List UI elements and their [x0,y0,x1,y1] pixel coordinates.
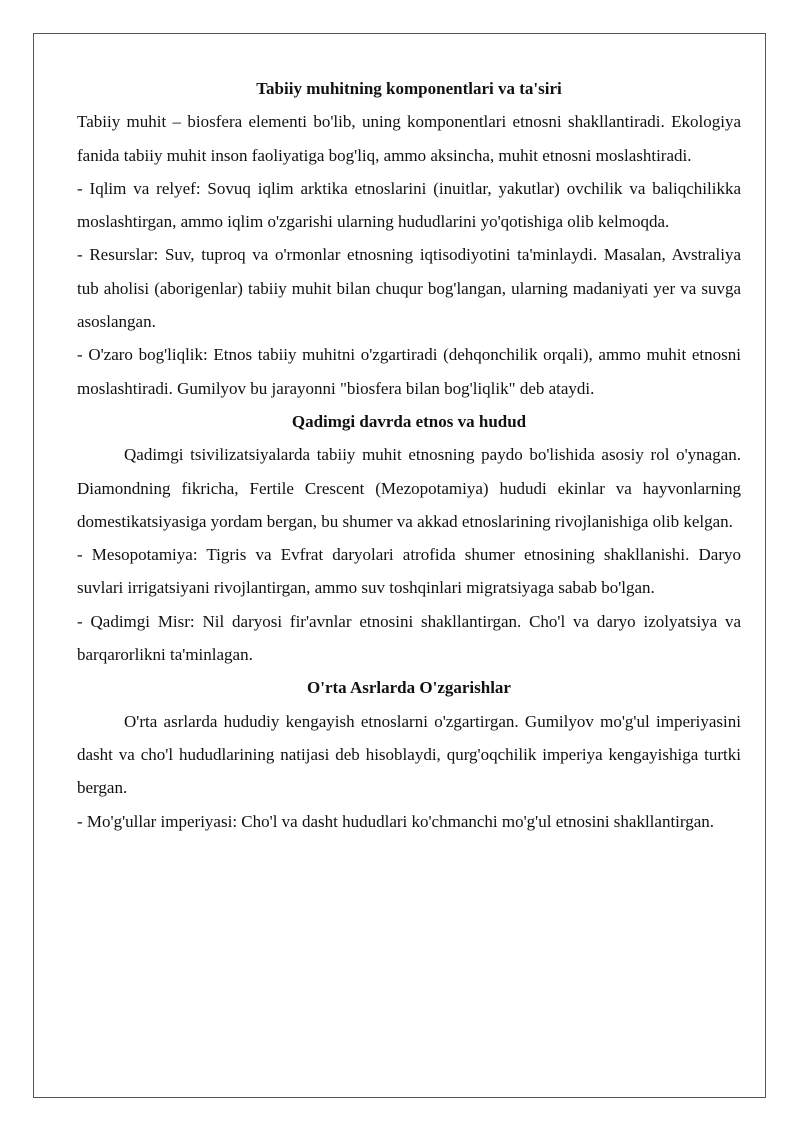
paragraph-mogullar-imperiyasi: - Mo'g'ullar imperiyasi: Cho'l va dasht hududlari ko'chmanchi mo'g'ul etnosini shakllantirgan. [77,811,715,831]
paragraph-qadimgi-misr: - Qadimgi Misr: Nil daryosi fir'avnlar etnosini shakllantirgan. Cho'l va daryo izolyatsiya va barqarorlikni ta'minlagan. [77,611,741,665]
document-body [77,72,741,838]
paragraph-ozaro-bogliqlik: - O'zaro bog'liqlik: Etnos tabiiy muhitni o'zgartiradi (dehqonchilik orqali), ammo muhit etnosni moslashtiradi. Gumilyov bu jarayonni "biosfera bilan bog'liqlik" deb ataydi. [77,345,741,398]
section-heading-orta-asrlar: O'rta Asrlarda O'zgarishlar [307,678,511,698]
section-heading-qadimgi-davr: Qadimgi davrda etnos va hudud [291,411,527,431]
paragraph-intro: Tabiiy muhit – biosfera elementi bo'lib, uning komponentlari etnosni shakllantiradi. Ekologiya fanida tabiiy muhit inson faoliyatiga bog'liq, ammo aksincha, muhit etnosni moslashtiradi. [77,112,741,165]
section-heading-tabiiy-muhit: Tabiiy muhitning komponentlari va ta'siri [256,79,562,98]
paragraph-orta-asrlar-intro: O'rta asrlarda hududiy kengayish etnoslarni o'zgartirgan. Gumilyov mo'g'ul imperiyasini dasht va cho'l hududlarining natijasi deb hisoblaydi, qurg'oqchilik imperiya kengayishiga turtki bergan. [77,711,741,798]
paragraph-qadimgi-intro: Qadimgi tsivilizatsiyalarda tabiiy muhit etnosning paydo bo'lishida asosiy rol o'ynagan. Diamondning fikricha, Fertile Crescent (Mezopotamiya) hududi ekinlar va hayvonlarning domestikatsiyasiga yordam bergan, bu shumer va akkad etnoslarining rivojlanishiga olib kelgan. [77,445,741,531]
paragraph-iqlim-relyef: - Iqlim va relyef: Sovuq iqlim arktika etnoslarini (inuitlar, yakutlar) ovchilik va baliqchilikka moslashtirgan, ammo iqlim o'zgarishi ularning hududlarini yo'qotishiga olib kelmoqda. [77,178,741,232]
paragraph-mesopotamiya: - Mesopotamiya: Tigris va Evfrat daryolari atrofida shumer etnosining shakllanishi. Daryo suvlari irrigatsiyani rivojlantirgan, ammo suv toshqinlari migratsiyaga sabab bo'lgan. [77,545,741,598]
paragraph-resurslar: - Resurslar: Suv, tuproq va o'rmonlar etnosning iqtisodiyotini ta'minlaydi. Masalan, Avstraliya tub aholisi (aborigenlar) tabiiy muhit bilan chuqur bog'langan, ularning madaniyati yer va suvga asoslangan. [77,245,741,332]
